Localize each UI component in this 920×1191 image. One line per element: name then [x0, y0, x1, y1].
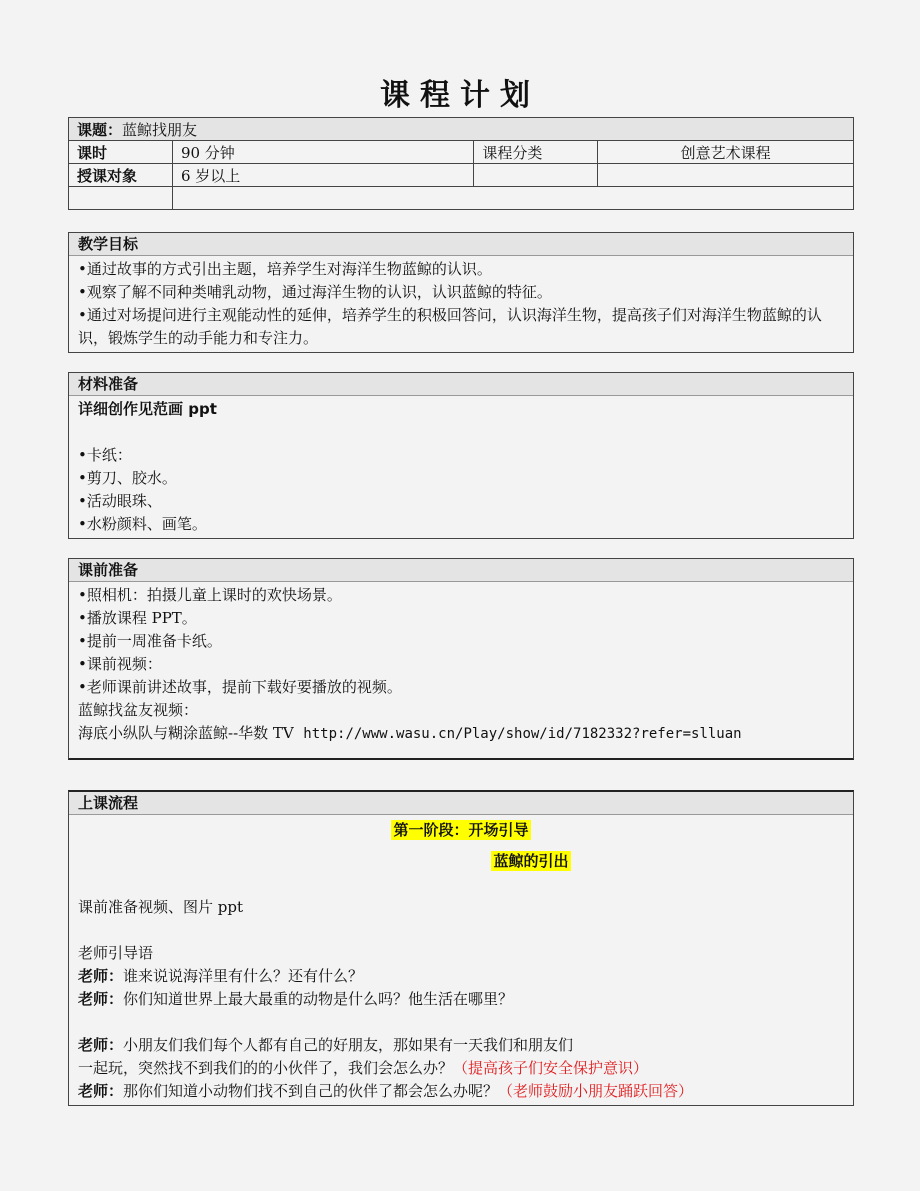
preparation-item: •老师课前讲述故事，提前下载好要播放的视频。 — [78, 678, 402, 696]
page-title: 课程计划 — [380, 78, 540, 113]
process-heading: 上课流程 — [69, 792, 853, 815]
objectives-section — [68, 232, 854, 353]
prep-line: 课前准备视频、图片 ppt — [78, 898, 244, 916]
audience-row — [69, 164, 854, 187]
materials-heading: 材料准备 — [69, 373, 853, 396]
video-label: 蓝鲸找盆友视频： — [78, 701, 199, 719]
stage-subtitle: 蓝鲸的引出 — [493, 852, 569, 870]
question-text: 小朋友们我们每个人都有自己的好朋友，那如果有一天我们和朋友们 — [123, 1036, 574, 1054]
question-line — [78, 1080, 844, 1103]
teacher-note: （提高孩子们安全保护意识） — [453, 1059, 649, 1077]
material-item: •剪刀、胶水。 — [78, 469, 177, 487]
objectives-heading: 教学目标 — [69, 233, 853, 256]
topic-row — [69, 118, 854, 141]
hours-row — [69, 141, 854, 164]
material-item: •卡纸： — [78, 446, 132, 464]
process-section — [68, 790, 854, 1106]
materials-section — [68, 372, 854, 539]
question-line — [78, 1034, 844, 1057]
stage-title-line — [78, 819, 844, 842]
empty-cell — [69, 187, 173, 210]
question-line — [78, 1057, 844, 1080]
empty-row — [69, 187, 854, 210]
hours-value: 90 分钟 — [172, 141, 473, 164]
teacher-label: 老师： — [78, 1036, 124, 1054]
preparation-item: •照相机：拍摄儿童上课时的欢快场景。 — [78, 586, 342, 604]
question-line — [78, 988, 844, 1011]
empty-cell — [598, 164, 854, 187]
audience-value: 6 岁以上 — [172, 164, 473, 187]
teacher-label: 老师： — [78, 1082, 124, 1100]
stage-subtitle-line — [78, 850, 844, 873]
question-text: 一起玩，突然找不到我们的的小伙伴了，我们会怎么办？ — [78, 1059, 454, 1077]
objective-item: •通过对场提问进行主观能动性的延伸，培养学生的积极回答问，认识海洋生物，提高孩子们对海洋生物蓝鲸的认识，锻炼学生的动手能力和专注力。 — [78, 306, 822, 347]
materials-intro: 详细创作见范画 ppt — [78, 400, 217, 418]
topic-value: 蓝鲸找朋友 — [122, 120, 198, 139]
category-value: 创意艺术课程 — [598, 141, 854, 164]
stage-title: 第一阶段：开场引导 — [393, 821, 529, 839]
course-info-table — [68, 117, 854, 210]
teacher-note: （老师鼓励小朋友踊跃回答） — [498, 1082, 694, 1100]
question-text: 谁来说说海洋里有什么？还有什么？ — [123, 967, 364, 985]
objective-item: •通过故事的方式引出主题，培养学生对海洋生物蓝鲸的认识。 — [78, 260, 492, 278]
preparation-item: •课前视频： — [78, 655, 162, 673]
objective-item: •观察了解不同种类哺乳动物，通过海洋生物的认识，认识蓝鲸的特征。 — [78, 283, 552, 301]
video-url-link[interactable]: http://www.wasu.cn/Play/show/id/7182332?refer=slluan — [303, 726, 742, 742]
teacher-label: 老师： — [78, 967, 124, 985]
question-line — [78, 965, 844, 988]
topic-cell — [69, 118, 854, 141]
video-line — [78, 722, 844, 746]
empty-cell — [474, 164, 598, 187]
question-text: 你们知道世界上最大最重的动物是什么吗？他生活在哪里？ — [123, 990, 514, 1008]
material-item: •水粉颜料、画笔。 — [78, 515, 207, 533]
hours-label: 课时 — [69, 141, 173, 164]
topic-label: 课题： — [77, 120, 123, 139]
question-text: 那你们知道小动物们找不到自己的伙伴了都会怎么办呢？ — [123, 1082, 499, 1100]
video-title: 海底小纵队与糊涂蓝鲸--华数 TV — [78, 724, 294, 742]
empty-cell — [172, 187, 853, 210]
teacher-label: 老师： — [78, 990, 124, 1008]
preparation-item: •提前一周准备卡纸。 — [78, 632, 222, 650]
preparation-item: •播放课程 PPT。 — [78, 609, 197, 627]
guide-label: 老师引导语 — [78, 944, 154, 962]
audience-label: 授课对象 — [69, 164, 173, 187]
category-label: 课程分类 — [474, 141, 598, 164]
material-item: •活动眼珠、 — [78, 492, 162, 510]
preparation-heading: 课前准备 — [69, 559, 853, 582]
preparation-section — [68, 558, 854, 760]
